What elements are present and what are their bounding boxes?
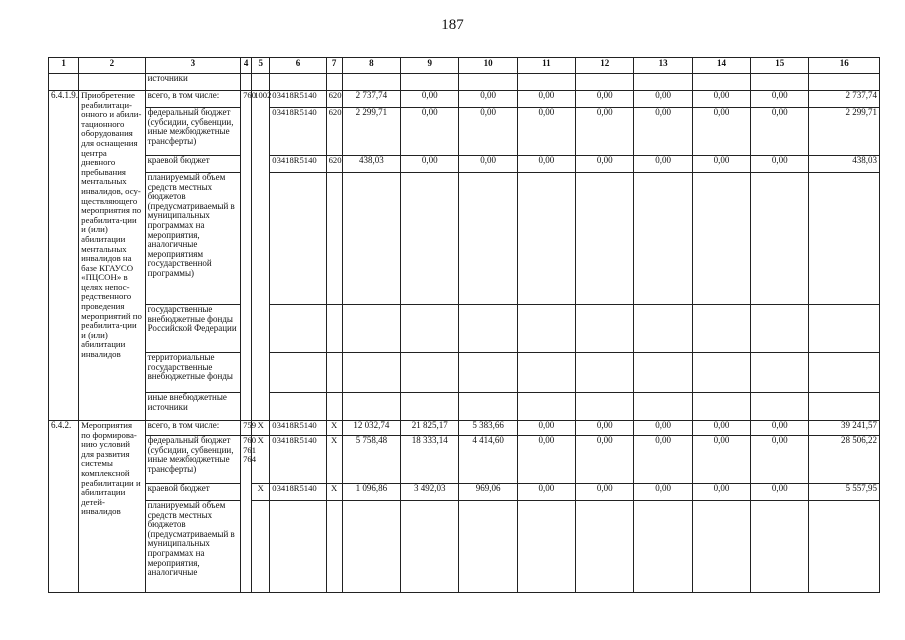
value-cell: 2 737,74 <box>342 91 400 108</box>
header-cell: 8 <box>342 58 400 74</box>
value-cell: 3 492,03 <box>401 484 459 501</box>
header-cell: 15 <box>751 58 809 74</box>
continuation-row <box>49 74 880 91</box>
table-row <box>49 91 880 108</box>
value-cell: 0,00 <box>751 108 809 156</box>
value-cell: 4 414,60 <box>459 436 517 484</box>
code-col6: 03418R5140 <box>270 421 326 436</box>
code-col5: X <box>252 436 270 484</box>
value-cell: 969,06 <box>459 484 517 501</box>
table-row <box>49 421 880 436</box>
code-col6: 03418R5140 <box>270 91 326 108</box>
funding-source: всего, в том числе: <box>145 421 241 436</box>
value-cell: 0,00 <box>751 91 809 108</box>
funding-source: источники <box>145 74 241 91</box>
value-cell: 0,00 <box>751 484 809 501</box>
value-cell: 0,00 <box>634 156 692 173</box>
code-col4 <box>241 435 257 593</box>
value-cell: 0,00 <box>576 484 634 501</box>
value-cell: 0,00 <box>517 91 575 108</box>
header-cell: 4 <box>241 58 252 74</box>
table-row <box>49 353 880 393</box>
header-cell: 6 <box>270 58 326 74</box>
value-cell: 0,00 <box>401 108 459 156</box>
code-col7: 620 <box>326 156 342 173</box>
header-cell: 13 <box>634 58 692 74</box>
code-col5: X <box>252 421 270 436</box>
code-col4-line: 764 <box>243 454 257 465</box>
header-row <box>49 58 880 74</box>
code-col5: X <box>252 484 270 501</box>
total-cell: 5 557,95 <box>809 484 880 501</box>
value-cell: 0,00 <box>751 421 809 436</box>
item-number: 6.4.2. <box>49 421 79 593</box>
value-cell: 0,00 <box>692 436 750 484</box>
value-cell: 21 825,17 <box>401 421 459 436</box>
code-col4-line: 761 <box>243 444 257 455</box>
value-cell: 0,00 <box>517 421 575 436</box>
value-cell: 0,00 <box>517 436 575 484</box>
total-cell: 2 737,74 <box>809 91 880 108</box>
header-cell: 9 <box>401 58 459 74</box>
budget-table <box>48 57 880 593</box>
code-col6: 03418R5140 <box>270 436 326 484</box>
value-cell: 0,00 <box>576 436 634 484</box>
code-col7: 620 <box>326 108 342 156</box>
value-cell: 0,00 <box>634 91 692 108</box>
value-cell: 0,00 <box>692 421 750 436</box>
header-cell: 14 <box>692 58 750 74</box>
header-cell: 16 <box>809 58 880 74</box>
header-cell: 5 <box>252 58 270 74</box>
code-col4-line: 760 <box>243 435 257 445</box>
funding-source: краевой бюджет <box>145 156 241 173</box>
value-cell: 0,00 <box>692 91 750 108</box>
funding-source: территориальные государственные внебюджетные фонды <box>145 353 241 393</box>
value-cell: 18 333,14 <box>401 436 459 484</box>
table-row <box>49 173 880 305</box>
value-cell: 0,00 <box>576 108 634 156</box>
value-cell: 0,00 <box>634 436 692 484</box>
funding-source: планируемый объем средств местных бюджетов (предусматриваемый в муниципальных программах на мероприятия, аналогичные <box>145 501 241 593</box>
value-cell: 0,00 <box>576 91 634 108</box>
funding-source: всего, в том числе: <box>145 91 241 108</box>
value-cell: 0,00 <box>517 156 575 173</box>
item-title: Приобретение реабилитаци-онного и абили-тационного оборудования для оснащения центра дневного пребывания ментальных инвалидов, осу-ществляющего мероприятия по реабилита-ции и (или) абилитации ментальных инвалидов на базе КГАУСО «ПЦСОН» в целях непос-редственного проведения мероприятий по реабилита-ции и (или) абилитации инвалидов <box>79 91 145 421</box>
value-cell: 0,00 <box>634 421 692 436</box>
value-cell: 0,00 <box>517 484 575 501</box>
code-col6: 03418R5140 <box>270 156 326 173</box>
table-row <box>49 305 880 353</box>
value-cell: 0,00 <box>459 91 517 108</box>
value-cell: 0,00 <box>576 156 634 173</box>
funding-source: государственные внебюджетные фонды Российской Федерации <box>145 305 241 353</box>
table-row <box>49 436 880 484</box>
table-row <box>49 108 880 156</box>
header-cell: 2 <box>79 58 145 74</box>
code-col6: 03418R5140 <box>270 484 326 501</box>
header-cell: 3 <box>145 58 241 74</box>
table-row <box>49 501 880 593</box>
funding-source: федеральный бюджет (субсидии, субвенции, иные межбюджетные трансферты) <box>145 436 241 484</box>
item-number: 6.4.1.9. <box>49 91 79 421</box>
value-cell: 5 758,48 <box>342 436 400 484</box>
value-cell: 0,00 <box>692 108 750 156</box>
table-row <box>49 156 880 173</box>
funding-source: краевой бюджет <box>145 484 241 501</box>
header-cell: 7 <box>326 58 342 74</box>
value-cell: 438,03 <box>342 156 400 173</box>
header-cell: 12 <box>576 58 634 74</box>
value-cell: 0,00 <box>751 436 809 484</box>
value-cell: 5 383,66 <box>459 421 517 436</box>
page-number: 187 <box>441 17 464 33</box>
value-cell: 0,00 <box>517 108 575 156</box>
value-cell: 12 032,74 <box>342 421 400 436</box>
item-title: Мероприятия по формирова-нию условий для развития системы комплексной реабилитации и абилитации детей-инвалидов <box>79 421 145 593</box>
funding-source: иные внебюджетные источники <box>145 393 241 421</box>
code-col7: X <box>326 436 342 484</box>
value-cell: 1 096,86 <box>342 484 400 501</box>
value-cell: 0,00 <box>634 108 692 156</box>
total-cell: 39 241,57 <box>809 421 880 436</box>
code-col7: X <box>326 484 342 501</box>
code-col5: 1002 <box>252 91 270 421</box>
value-cell: 0,00 <box>459 108 517 156</box>
value-cell: 0,00 <box>751 156 809 173</box>
total-cell: 438,03 <box>809 156 880 173</box>
header-cell: 1 <box>49 58 79 74</box>
code-col7: X <box>326 421 342 436</box>
header-cell: 11 <box>517 58 575 74</box>
funding-source: федеральный бюджет (субсидии, субвенции, иные межбюджетные трансферты) <box>145 108 241 156</box>
code-col4: 759 <box>241 421 252 436</box>
code-col4: 760 <box>241 91 252 421</box>
value-cell: 0,00 <box>401 156 459 173</box>
code-col7: 620 <box>326 91 342 108</box>
value-cell: 0,00 <box>692 156 750 173</box>
value-cell: 2 299,71 <box>342 108 400 156</box>
value-cell: 0,00 <box>634 484 692 501</box>
code-col6: 03418R5140 <box>270 108 326 156</box>
value-cell: 0,00 <box>459 156 517 173</box>
table-row <box>49 393 880 421</box>
table-row <box>49 484 880 501</box>
value-cell: 0,00 <box>401 91 459 108</box>
funding-source: планируемый объем средств местных бюджетов (предусматриваемый в муниципальных программах на мероприятия, аналогичные мероприятиям государственной программы) <box>145 173 241 305</box>
value-cell: 0,00 <box>576 421 634 436</box>
total-cell: 2 299,71 <box>809 108 880 156</box>
header-cell: 10 <box>459 58 517 74</box>
total-cell: 28 506,22 <box>809 436 880 484</box>
value-cell: 0,00 <box>692 484 750 501</box>
